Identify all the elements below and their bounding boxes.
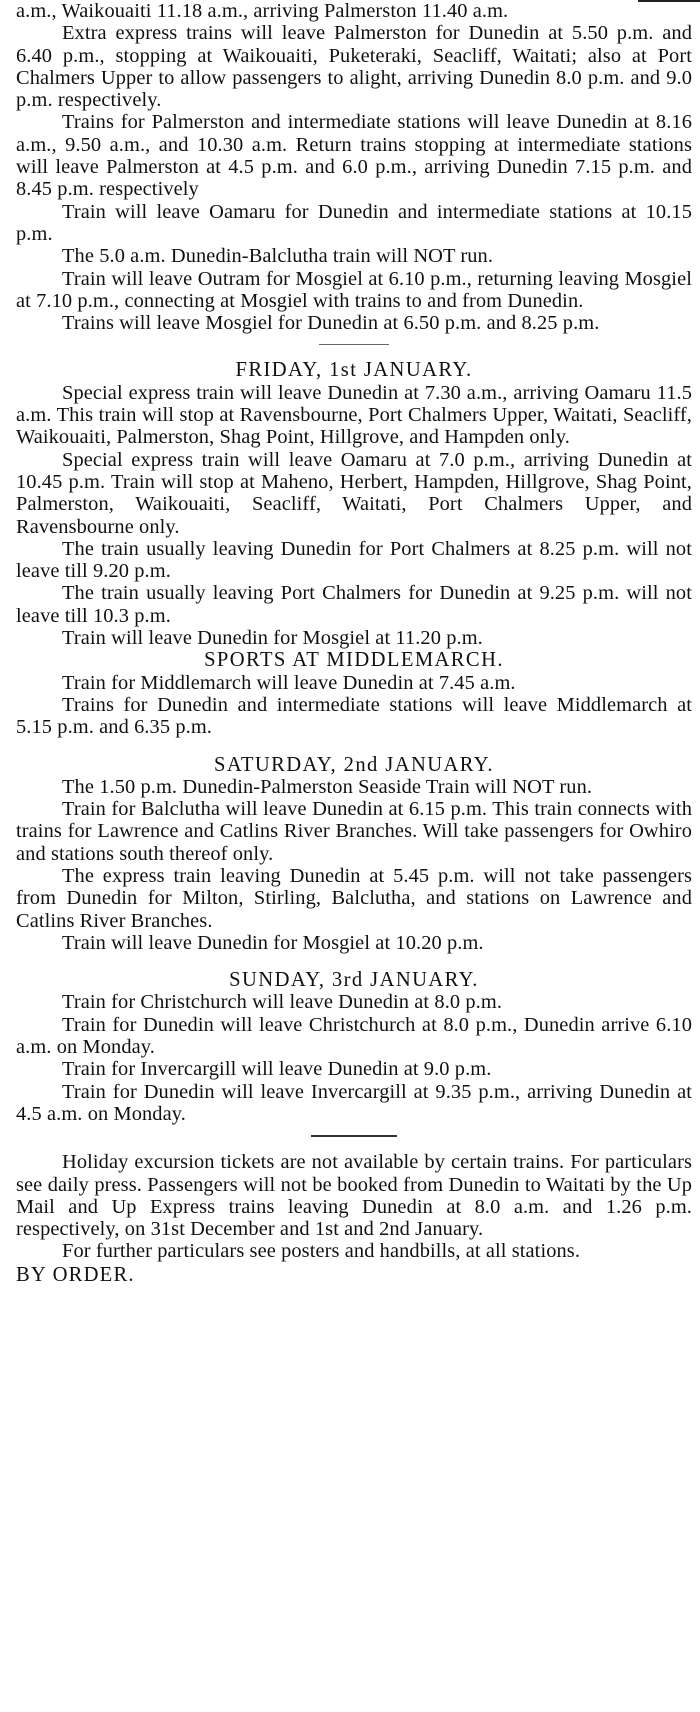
saturday-paragraph: Train will leave Dunedin for Mosgiel at 10.20 p.m. — [62, 931, 484, 954]
saturday-paragraph: The 1.50 p.m. Dunedin-Palmerston Seaside Train will NOT run. — [62, 775, 593, 798]
sunday-paragraph: Train for Dunedin will leave Invercargill at 9.35 p.m., arriving Dunedin at 4.5 a.m. on Monday. — [16, 1080, 692, 1125]
closing-paragraph: Holiday excursion tickets are not available by certain trains. For particulars see daily press. Passengers will not be booked from Dunedin to Waitati by the Up Mail and Up Express trains leaving Dunedin at 8.0 a.m. and 1.26 p.m. respectively, on 31st December and 1st and 2nd January. — [16, 1151, 692, 1241]
saturday-paragraph: Train for Balclutha will leave Dunedin at 6.15 p.m. This train connects with trains for Lawrence and Catlins River Branches. Will take passengers for Owhiro and stations south thereof only. — [16, 798, 692, 865]
friday-paragraph: The train usually leaving Port Chalmers for Dunedin at 9.25 p.m. will not leave till 10.3 p.m. — [16, 582, 692, 627]
intro-paragraph: Train will leave Oamaru for Dunedin and intermediate stations at 10.15 p.m. — [16, 200, 692, 245]
sunday-paragraph: Train for Invercargill will leave Dunedin at 9.0 p.m. — [62, 1058, 492, 1081]
friday-paragraph: Special express train will leave Dunedin at 7.30 a.m., arriving Oamaru 11.5 a.m. This train will stop at Ravensbourne, Port Chalmers Upper, Waitati, Seacliff, Waikouaiti, Palmerston, Shag Point, Hillgrove, and Hampden only. — [16, 381, 692, 449]
sports-paragraph: Trains for Dunedin and intermediate stations will leave Middlemarch at 5.15 p.m. and 6.35 p.m. — [16, 693, 692, 739]
saturday-heading: SATURDAY, 2nd JANUARY. — [214, 753, 494, 776]
friday-paragraph: Special express train will leave Oamaru at 7.0 p.m., arriving Dunedin at 10.45 p.m. Train will stop at Maheno, Herbert, Hampden, Hillgrove, Shag Point, Palmerston, Waikouaiti, Seacliff, Waitati, Port Chalmers Upper, and Ravensbourne only. — [16, 448, 692, 538]
intro-paragraph: Extra express trains will leave Palmerston for Dunedin at 5.50 p.m. and 6.40 p.m., stopping at Waikouaiti, Puketeraki, Seacliff, Waitati; also at Port Chalmers Upper to allow passengers to alight, arriving Dunedin 8.0 p.m. and 9.0 p.m. respectively. — [16, 22, 692, 112]
friday-paragraph: Train will leave Dunedin for Mosgiel at 11.20 p.m. — [62, 627, 483, 650]
signoff: BY ORDER. — [16, 1263, 135, 1286]
sports-paragraph: Train for Middlemarch will leave Dunedin at 7.45 a.m. — [62, 671, 516, 694]
intro-paragraph: Trains for Palmerston and intermediate stations will leave Dunedin at 8.16 a.m., 9.50 a.m., and 10.30 a.m. Return trains stopping at intermediate stations will leave Palmerston at 4.5 p.m. and 6.0 p.m., arriving Dunedin 7.15 p.m. and 8.45 p.m. respectively — [16, 111, 692, 201]
sunday-heading: SUNDAY, 3rd JANUARY. — [229, 969, 479, 992]
friday-heading: FRIDAY, 1st JANUARY. — [235, 359, 473, 382]
section-divider — [319, 344, 389, 345]
sports-heading: SPORTS AT MIDDLEMARCH. — [204, 649, 504, 672]
notice-column — [16, 0, 692, 1287]
intro-paragraph: The 5.0 a.m. Dunedin-Balclutha train will NOT run. — [62, 245, 494, 268]
sunday-paragraph: Train for Dunedin will leave Christchurch at 8.0 p.m., Dunedin arrive 6.10 a.m. on Monday. — [16, 1013, 692, 1059]
closing-divider — [311, 1135, 397, 1137]
sunday-paragraph: Train for Christchurch will leave Dunedin at 8.0 p.m. — [62, 991, 503, 1014]
continuation-text: a.m., Waikouaiti 11.18 a.m., arriving Palmerston 11.40 a.m. — [16, 0, 509, 22]
intro-paragraph: Trains will leave Mosgiel for Dunedin at 6.50 p.m. and 8.25 p.m. — [62, 312, 600, 335]
intro-paragraph: Train will leave Outram for Mosgiel at 6.10 p.m., returning leaving Mosgiel at 7.10 p.m., connecting at Mosgiel with trains to and from Dunedin. — [16, 267, 692, 312]
saturday-paragraph: The express train leaving Dunedin at 5.45 p.m. will not take passengers from Dunedin for Milton, Stirling, Balclutha, and stations on Lawrence and Catlins River Branches. — [16, 864, 692, 932]
friday-paragraph: The train usually leaving Dunedin for Port Chalmers at 8.25 p.m. will not leave till 9.20 p.m. — [16, 537, 692, 583]
closing-paragraph: For further particulars see posters and handbills, at all stations. — [62, 1240, 581, 1263]
